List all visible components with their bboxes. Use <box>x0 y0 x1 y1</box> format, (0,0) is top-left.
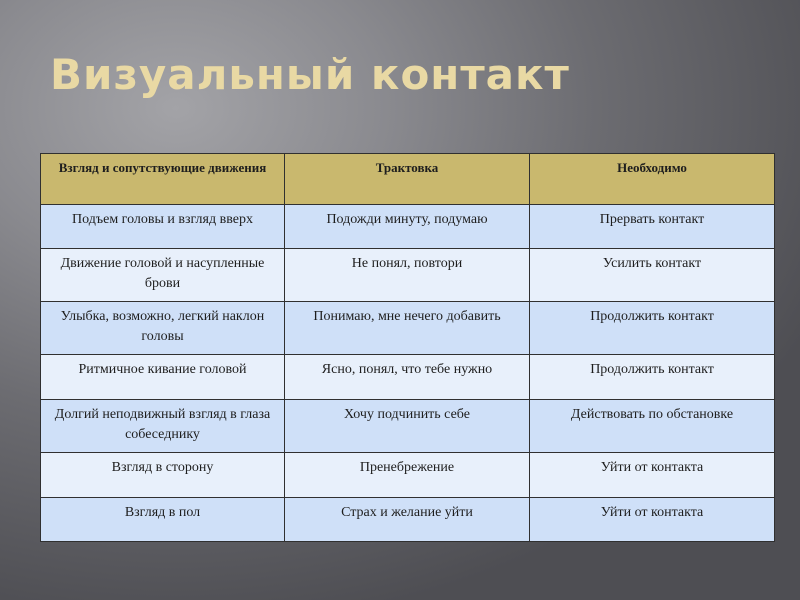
table-cell-gaze: Улыбка, возможно, легкий наклон головы <box>41 302 285 355</box>
table-cell-interpretation: Не понял, повтори <box>285 249 530 302</box>
table-cell-gaze: Долгий неподвижный взгляд в глаза собеседнику <box>41 400 285 453</box>
table-cell-interpretation: Подожди минуту, подумаю <box>285 205 530 249</box>
table-cell-gaze: Взгляд в пол <box>41 498 285 542</box>
table-cell-action: Продолжить контакт <box>530 355 775 400</box>
visual-contact-table-container <box>40 153 774 542</box>
table-cell-action: Продолжить контакт <box>530 302 775 355</box>
slide-title: Визуальный контакт <box>50 50 570 99</box>
table-cell-interpretation: Пренебрежение <box>285 453 530 498</box>
header-gaze-movements: Взгляд и сопутствующие движения <box>41 154 285 205</box>
table-header-row <box>41 154 775 205</box>
table-row <box>41 498 775 542</box>
table-cell-interpretation: Ясно, понял, что тебе нужно <box>285 355 530 400</box>
table-row <box>41 453 775 498</box>
table-cell-gaze: Движение головой и насупленные брови <box>41 249 285 302</box>
table-cell-gaze: Ритмичное кивание головой <box>41 355 285 400</box>
table-cell-gaze: Подъем головы и взгляд вверх <box>41 205 285 249</box>
table-row <box>41 205 775 249</box>
table-cell-action: Уйти от контакта <box>530 498 775 542</box>
header-required-action: Необходимо <box>530 154 775 205</box>
table-cell-interpretation: Понимаю, мне нечего добавить <box>285 302 530 355</box>
table-cell-action: Прервать контакт <box>530 205 775 249</box>
table-cell-action: Уйти от контакта <box>530 453 775 498</box>
table-cell-gaze: Взгляд в сторону <box>41 453 285 498</box>
visual-contact-table <box>40 153 775 542</box>
table-row <box>41 249 775 302</box>
table-row <box>41 400 775 453</box>
table-cell-action: Действовать по обстановке <box>530 400 775 453</box>
table-cell-action: Усилить контакт <box>530 249 775 302</box>
table-row <box>41 302 775 355</box>
table-cell-interpretation: Страх и желание уйти <box>285 498 530 542</box>
header-interpretation: Трактовка <box>285 154 530 205</box>
table-row <box>41 355 775 400</box>
table-cell-interpretation: Хочу подчинить себе <box>285 400 530 453</box>
